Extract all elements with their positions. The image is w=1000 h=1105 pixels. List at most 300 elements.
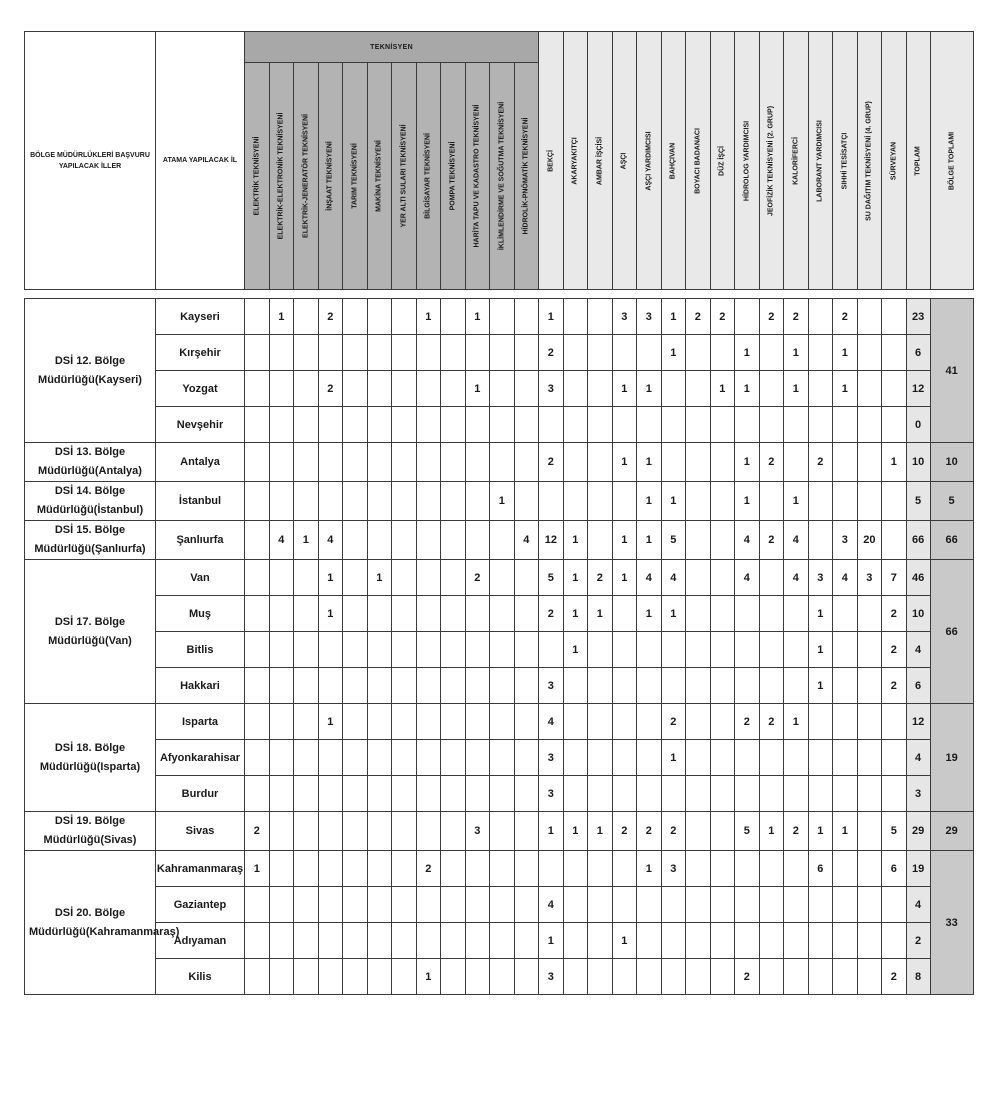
table-cell xyxy=(367,632,392,668)
table-cell xyxy=(245,704,270,740)
table-cell: 4 xyxy=(539,887,564,923)
table-cell xyxy=(392,443,417,482)
column-header xyxy=(833,32,858,290)
table-cell xyxy=(441,407,466,443)
table-cell: 2 xyxy=(882,668,907,704)
table-cell xyxy=(465,887,490,923)
table-cell xyxy=(490,371,515,407)
table-cell xyxy=(514,704,539,740)
table-cell xyxy=(882,407,907,443)
column-header-label: BEKÇİ xyxy=(547,149,555,172)
table-cell xyxy=(465,851,490,887)
table-cell: 1 xyxy=(661,740,686,776)
table-cell xyxy=(490,740,515,776)
table-cell xyxy=(343,812,368,851)
table-cell xyxy=(441,482,466,521)
table-cell xyxy=(269,704,294,740)
table-cell xyxy=(514,560,539,596)
table-cell: 1 xyxy=(269,299,294,335)
table-cell xyxy=(367,335,392,371)
table-cell xyxy=(857,740,882,776)
table-cell xyxy=(686,740,711,776)
table-cell xyxy=(367,959,392,995)
table-cell xyxy=(637,668,662,704)
table-cell: 1 xyxy=(710,371,735,407)
table-row xyxy=(25,740,974,776)
table-cell xyxy=(514,632,539,668)
table-cell xyxy=(392,407,417,443)
column-header xyxy=(906,32,930,290)
table-cell xyxy=(784,959,809,995)
table-cell: 6 xyxy=(882,851,907,887)
table-cell xyxy=(490,521,515,560)
table-cell xyxy=(343,632,368,668)
table-cell xyxy=(857,407,882,443)
table-cell: 2 xyxy=(882,596,907,632)
table-cell xyxy=(612,596,637,632)
table-cell xyxy=(857,299,882,335)
table-cell xyxy=(465,335,490,371)
table-cell xyxy=(294,959,319,995)
table-cell xyxy=(392,959,417,995)
table-cell: 5 xyxy=(735,812,760,851)
table-cell xyxy=(269,923,294,959)
table-cell: 1 xyxy=(465,371,490,407)
city-name: Bitlis xyxy=(156,632,245,668)
table-cell xyxy=(588,407,613,443)
table-cell xyxy=(416,443,441,482)
table-cell: 2 xyxy=(539,443,564,482)
table-cell xyxy=(563,299,588,335)
table-cell xyxy=(882,740,907,776)
column-header xyxy=(318,63,343,290)
table-cell xyxy=(490,596,515,632)
table-cell xyxy=(294,299,319,335)
table-cell xyxy=(588,776,613,812)
teknisyen-group-header: TEKNİSYEN xyxy=(245,32,539,63)
table-cell xyxy=(857,923,882,959)
region-name: DSİ 20. Bölge Müdürlüğü(Kahramanmaraş) xyxy=(25,851,156,995)
table-cell xyxy=(465,923,490,959)
table-cell: 3 xyxy=(539,959,564,995)
table-cell: 1 xyxy=(661,482,686,521)
table-cell: 2 xyxy=(735,959,760,995)
table-cell: 1 xyxy=(563,521,588,560)
table-cell: 4 xyxy=(514,521,539,560)
city-total: 2 xyxy=(906,923,930,959)
table-cell xyxy=(416,371,441,407)
table-cell xyxy=(882,887,907,923)
table-cell xyxy=(490,704,515,740)
table-cell xyxy=(441,596,466,632)
table-cell xyxy=(441,776,466,812)
region-name: DSİ 13. Bölge Müdürlüğü(Antalya) xyxy=(25,443,156,482)
table-cell: 4 xyxy=(661,560,686,596)
table-cell: 1 xyxy=(637,521,662,560)
table-cell xyxy=(416,776,441,812)
city-total: 4 xyxy=(906,740,930,776)
table-cell: 1 xyxy=(563,560,588,596)
table-cell: 2 xyxy=(416,851,441,887)
table-cell: 3 xyxy=(661,851,686,887)
table-cell xyxy=(710,776,735,812)
table-cell xyxy=(563,959,588,995)
table-cell xyxy=(686,959,711,995)
table-cell xyxy=(637,407,662,443)
table-cell xyxy=(686,812,711,851)
table-cell xyxy=(416,407,441,443)
city-total: 10 xyxy=(906,443,930,482)
table-cell: 1 xyxy=(833,335,858,371)
table-cell xyxy=(343,704,368,740)
table-cell xyxy=(514,740,539,776)
table-cell xyxy=(245,668,270,704)
region-total: 5 xyxy=(930,482,973,521)
table-cell xyxy=(735,851,760,887)
column-header xyxy=(563,32,588,290)
table-cell xyxy=(392,704,417,740)
table-cell xyxy=(710,959,735,995)
table-cell xyxy=(882,335,907,371)
table-cell xyxy=(710,851,735,887)
table-cell xyxy=(416,740,441,776)
region-total: 10 xyxy=(930,443,973,482)
table-cell xyxy=(784,407,809,443)
table-cell xyxy=(686,335,711,371)
table-cell: 2 xyxy=(882,959,907,995)
table-cell xyxy=(735,596,760,632)
table-cell: 1 xyxy=(465,299,490,335)
table-cell xyxy=(416,596,441,632)
table-cell xyxy=(612,776,637,812)
table-cell xyxy=(343,482,368,521)
table-cell xyxy=(514,335,539,371)
table-row xyxy=(25,560,974,596)
table-cell xyxy=(392,299,417,335)
table-cell xyxy=(514,887,539,923)
table-cell xyxy=(392,923,417,959)
table-cell xyxy=(343,959,368,995)
table-cell xyxy=(588,299,613,335)
table-cell: 1 xyxy=(759,812,784,851)
table-cell xyxy=(441,521,466,560)
table-cell xyxy=(686,851,711,887)
table-cell xyxy=(710,407,735,443)
table-cell xyxy=(710,812,735,851)
column-header-label: HARİTA TAPU VE KADASTRO TEKNİSYENİ xyxy=(473,104,481,248)
table-cell: 2 xyxy=(318,371,343,407)
table-cell: 3 xyxy=(612,299,637,335)
table-cell xyxy=(343,776,368,812)
column-header xyxy=(930,32,973,290)
table-cell xyxy=(392,335,417,371)
column-header xyxy=(343,63,368,290)
table-cell xyxy=(343,887,368,923)
column-header xyxy=(514,63,539,290)
table-row xyxy=(25,407,974,443)
table-cell xyxy=(318,482,343,521)
table-cell: 4 xyxy=(269,521,294,560)
table-cell xyxy=(343,407,368,443)
table-cell xyxy=(269,776,294,812)
table-cell xyxy=(661,443,686,482)
column-header-label: AKARYAKITÇI xyxy=(571,136,579,185)
city-name: Kırşehir xyxy=(156,335,245,371)
city-total: 19 xyxy=(906,851,930,887)
table-cell xyxy=(343,299,368,335)
table-cell xyxy=(514,443,539,482)
table-cell xyxy=(294,776,319,812)
column-header-label: AŞÇI YARDIMCISI xyxy=(645,130,653,191)
table-cell xyxy=(612,959,637,995)
table-cell xyxy=(318,443,343,482)
table-row xyxy=(25,443,974,482)
table-cell xyxy=(416,704,441,740)
table-cell xyxy=(759,959,784,995)
city-column-header: ATAMA YAPILACAK İL xyxy=(156,32,245,290)
city-total: 23 xyxy=(906,299,930,335)
city-name: Gaziantep xyxy=(156,887,245,923)
table-cell xyxy=(759,923,784,959)
table-cell xyxy=(245,443,270,482)
table-cell xyxy=(367,521,392,560)
table-cell xyxy=(514,923,539,959)
table-cell xyxy=(294,560,319,596)
column-header-label: ELEKTRİK-ELEKTRONİK TEKNİSYENİ xyxy=(277,112,285,240)
table-cell: 1 xyxy=(882,443,907,482)
table-cell xyxy=(612,407,637,443)
table-cell: 1 xyxy=(539,812,564,851)
table-cell xyxy=(563,482,588,521)
table-cell xyxy=(294,668,319,704)
table-cell: 1 xyxy=(833,371,858,407)
city-name: Isparta xyxy=(156,704,245,740)
table-cell: 12 xyxy=(539,521,564,560)
table-cell xyxy=(833,704,858,740)
table-cell xyxy=(808,407,833,443)
table-cell xyxy=(661,887,686,923)
table-cell xyxy=(710,443,735,482)
table-cell xyxy=(294,407,319,443)
table-row xyxy=(25,482,974,521)
city-total: 4 xyxy=(906,887,930,923)
table-cell xyxy=(857,704,882,740)
city-total: 12 xyxy=(906,371,930,407)
table-cell xyxy=(245,887,270,923)
table-cell xyxy=(490,443,515,482)
table-cell xyxy=(588,668,613,704)
table-cell: 2 xyxy=(759,521,784,560)
table-cell xyxy=(343,668,368,704)
table-cell xyxy=(245,560,270,596)
table-cell xyxy=(661,923,686,959)
table-cell xyxy=(759,668,784,704)
city-name: Antalya xyxy=(156,443,245,482)
table-cell xyxy=(465,443,490,482)
table-cell xyxy=(686,596,711,632)
table-cell xyxy=(318,851,343,887)
table-cell xyxy=(465,704,490,740)
table-cell xyxy=(392,851,417,887)
table-cell: 3 xyxy=(539,668,564,704)
table-cell xyxy=(661,959,686,995)
table-cell xyxy=(735,776,760,812)
table-cell: 7 xyxy=(882,560,907,596)
city-total: 66 xyxy=(906,521,930,560)
table-cell: 2 xyxy=(245,812,270,851)
table-cell xyxy=(318,812,343,851)
table-cell xyxy=(245,740,270,776)
table-cell xyxy=(465,596,490,632)
table-cell xyxy=(441,923,466,959)
table-cell xyxy=(563,668,588,704)
table-cell xyxy=(808,740,833,776)
table-cell xyxy=(318,335,343,371)
table-cell xyxy=(637,923,662,959)
column-header xyxy=(441,63,466,290)
table-cell xyxy=(588,959,613,995)
table-cell: 3 xyxy=(539,740,564,776)
table-cell xyxy=(465,521,490,560)
city-total: 5 xyxy=(906,482,930,521)
table-cell xyxy=(588,851,613,887)
column-header-label: BOYACI BADANACI xyxy=(694,127,702,194)
column-header xyxy=(735,32,760,290)
table-cell xyxy=(735,632,760,668)
table-cell xyxy=(343,443,368,482)
table-cell xyxy=(269,668,294,704)
table-cell xyxy=(490,335,515,371)
table-cell xyxy=(759,335,784,371)
table-cell xyxy=(686,407,711,443)
table-cell: 1 xyxy=(416,959,441,995)
table-cell xyxy=(808,923,833,959)
table-cell xyxy=(588,740,613,776)
column-header xyxy=(588,32,613,290)
table-cell: 3 xyxy=(808,560,833,596)
region-column-header: BÖLGE MÜDÜRLÜKLERİ BAŞVURU YAPILACAK İLLER xyxy=(25,32,156,290)
table-cell xyxy=(392,887,417,923)
table-cell: 1 xyxy=(637,482,662,521)
table-cell xyxy=(710,596,735,632)
city-total: 8 xyxy=(906,959,930,995)
table-cell xyxy=(637,887,662,923)
table-cell: 4 xyxy=(735,521,760,560)
table-cell: 3 xyxy=(833,521,858,560)
city-name: Şanlıurfa xyxy=(156,521,245,560)
table-cell xyxy=(294,371,319,407)
table-cell xyxy=(343,521,368,560)
city-total: 10 xyxy=(906,596,930,632)
table-cell: 2 xyxy=(759,443,784,482)
column-header-label: KALORİFERCİ xyxy=(792,136,800,185)
table-cell: 2 xyxy=(759,704,784,740)
table-cell xyxy=(392,632,417,668)
table-cell xyxy=(588,923,613,959)
table-cell: 1 xyxy=(808,632,833,668)
column-header-label: HİDROLİK-PNÖMATİK TEKNİSYENİ xyxy=(522,117,530,235)
table-cell xyxy=(588,443,613,482)
table-cell xyxy=(563,740,588,776)
region-name: DSİ 12. Bölge Müdürlüğü(Kayseri) xyxy=(25,299,156,443)
table-cell xyxy=(882,776,907,812)
table-cell xyxy=(710,740,735,776)
table-cell xyxy=(294,335,319,371)
column-header-label: HİDROLOG YARDIMCISI xyxy=(743,120,751,201)
table-cell xyxy=(857,335,882,371)
table-cell xyxy=(465,668,490,704)
table-cell xyxy=(245,776,270,812)
table-row xyxy=(25,959,974,995)
column-header xyxy=(465,63,490,290)
table-cell xyxy=(661,371,686,407)
table-cell: 1 xyxy=(784,704,809,740)
table-cell: 1 xyxy=(318,704,343,740)
table-cell xyxy=(269,596,294,632)
table-cell: 1 xyxy=(735,335,760,371)
region-name: DSİ 19. Bölge Müdürlüğü(Sivas) xyxy=(25,812,156,851)
table-cell xyxy=(588,632,613,668)
table-cell xyxy=(686,482,711,521)
column-header xyxy=(490,63,515,290)
table-cell xyxy=(367,299,392,335)
table-cell xyxy=(588,335,613,371)
region-name: DSİ 15. Bölge Müdürlüğü(Şanlıurfa) xyxy=(25,521,156,560)
table-cell xyxy=(857,959,882,995)
table-cell xyxy=(269,371,294,407)
table-cell xyxy=(367,704,392,740)
table-cell: 1 xyxy=(784,371,809,407)
table-cell xyxy=(759,407,784,443)
table-cell xyxy=(759,776,784,812)
table-cell xyxy=(318,740,343,776)
table-cell xyxy=(441,668,466,704)
column-header xyxy=(392,63,417,290)
table-cell xyxy=(269,407,294,443)
table-cell xyxy=(808,776,833,812)
city-total: 6 xyxy=(906,668,930,704)
table-cell xyxy=(833,443,858,482)
table-cell xyxy=(759,560,784,596)
city-name: İstanbul xyxy=(156,482,245,521)
city-name: Kilis xyxy=(156,959,245,995)
region-total: 33 xyxy=(930,851,973,995)
table-cell xyxy=(857,443,882,482)
table-cell xyxy=(343,371,368,407)
table-cell xyxy=(514,776,539,812)
table-cell xyxy=(490,959,515,995)
table-cell xyxy=(367,443,392,482)
table-cell xyxy=(833,407,858,443)
table-cell xyxy=(343,335,368,371)
table-cell xyxy=(588,521,613,560)
column-header-label: BİLGİSAYAR TEKNİSYENİ xyxy=(424,133,432,219)
table-cell xyxy=(392,371,417,407)
table-cell xyxy=(808,482,833,521)
table-cell xyxy=(882,521,907,560)
column-header-label: LABORANT YARDIMCISI xyxy=(816,119,824,202)
table-cell xyxy=(294,443,319,482)
table-cell: 2 xyxy=(637,812,662,851)
table-cell xyxy=(612,887,637,923)
table-cell xyxy=(245,923,270,959)
table-cell xyxy=(294,812,319,851)
table-cell xyxy=(784,668,809,704)
table-row xyxy=(25,668,974,704)
table-cell: 1 xyxy=(612,560,637,596)
table-cell xyxy=(416,887,441,923)
region-total: 29 xyxy=(930,812,973,851)
